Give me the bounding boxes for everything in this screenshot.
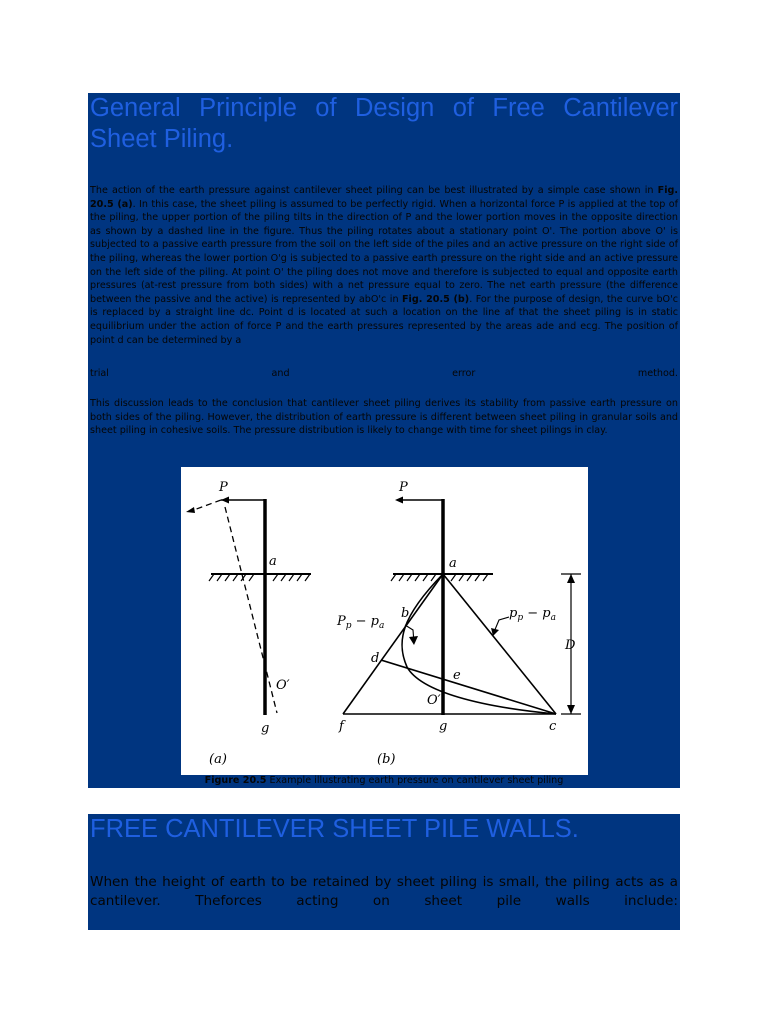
label-pp-minus-pa-left: $P_p - p_a$	[337, 614, 385, 631]
diagram-a	[186, 497, 311, 716]
section-title-line2: Sheet Piling.	[90, 125, 234, 153]
label-g-b: g	[439, 719, 448, 734]
paragraph-free-cantilever-intro: When the height of earth to be retained by sheet piling is small, the piling acts as a cantilever. Theforces acting on sheet pile walls include:	[90, 874, 678, 909]
label-e-b: e	[453, 668, 461, 683]
ground-hatching-a	[209, 574, 310, 581]
figure-caption	[88, 775, 680, 786]
paragraph-earth-pressure-action: The action of the earth pressure against cantilever sheet piling can be best illustrated by a simple case shown in Fig. 20.5 (a). In this case, the sheet piling is assumed to be perfectly rigid. When a horizontal force P is applied at the top of the piling, the upper portion of the piling tilts in the direction of P and the lower portion moves in the opposite direction as shown by a dashed line in the figure. Thus the piling rotates about a stationary point O'. The portion above O' is subjected to a passive earth pressure from the soil on the left side of the piles and an active pressure on the right side of the piling, whereas the lower portion O'g is subjected to a passive earth pressure on the right side and an active pressure on the left side of the piling. At point O' the piling does not move and therefore is subjected to equal and opposite earth pressures (at-rest pressure from both sides) with a net pressure equal to zero. The net earth pressure (the difference between the passive and the active) is represented by abO'c in Fig. 20.5 (b). For the purpose of design, the curve bO'c is replaced by a straight line dc. Point d is located at such a location on the line af that the sheet piling is in static equilibrium under the action of force P and the earth pressures represented by the areas ade and ecg. The position of point d can be determined by a	[90, 185, 678, 346]
label-O-prime-b: O′	[427, 693, 441, 708]
line-ac	[443, 574, 556, 714]
label-P-b: P	[399, 480, 408, 495]
section-panel-free-cantilever	[88, 814, 680, 930]
curve-bOc	[402, 574, 556, 714]
label-f-b: f	[339, 719, 344, 734]
force-arrow-b	[395, 497, 403, 504]
labels-a	[209, 480, 290, 767]
labels-b	[336, 480, 576, 767]
figure-20-5-diagram	[181, 467, 588, 775]
label-a-a: a	[269, 554, 277, 569]
section-title-line1: General Principle of Design of Free Cantilever	[90, 94, 678, 122]
label-a-b: a	[449, 556, 457, 571]
tilted-force-arrow	[186, 507, 195, 513]
label-b-b: b	[401, 606, 410, 621]
label-P-a: P	[219, 480, 228, 495]
section-panel-design-principle	[88, 93, 680, 788]
figure-reference-b: Fig. 20.5 (b)	[402, 293, 470, 305]
paragraph-earth-pressure-action-last-line: trial and error method.	[90, 368, 678, 379]
label-D-b: D	[565, 638, 576, 653]
label-d-b: d	[371, 651, 380, 666]
section-title-free-cantilever: FREE CANTILEVER SHEET PILE WALLS.	[90, 815, 579, 843]
tilted-force-dashed	[191, 500, 221, 511]
subfig-label-b: (b)	[377, 752, 396, 767]
figure-20-5	[181, 467, 588, 775]
label-pp-minus-pa-right: $p_p - p_a$	[509, 606, 556, 623]
figure-caption-text: Example illustrating earth pressure on cantilever sheet piling	[266, 775, 564, 786]
tilted-pile-dashed	[225, 507, 277, 713]
figure-reference-a: Fig. 20.5 (a)	[90, 185, 678, 210]
label-O-prime-a: O′	[276, 678, 290, 693]
label-g-a: g	[261, 721, 270, 736]
label-c-b: c	[549, 719, 557, 734]
paragraph-stability-conclusion: This discussion leads to the conclusion that cantilever sheet piling derives its stability from passive earth pressure on both sides of the piling. However, the distribution of earth pressure is different between sheet piling in granular soils and sheet piling in cohesive soils. The pressure distribution is likely to change with time for sheet pilings in clay.	[90, 398, 678, 437]
figure-caption-label: Figure 20.5	[204, 775, 267, 786]
subfig-label-a: (a)	[209, 752, 227, 767]
force-arrow-a	[221, 497, 229, 504]
